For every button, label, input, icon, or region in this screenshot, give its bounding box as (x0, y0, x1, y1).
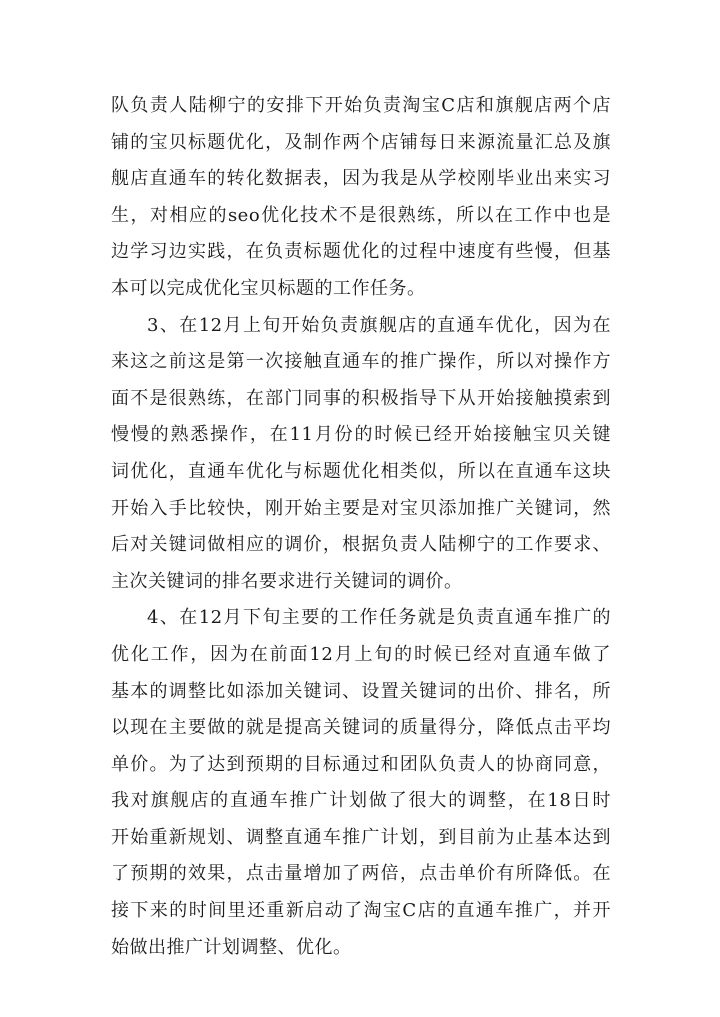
text-line: 主次关键词的排名要求进行关键词的调价。 (111, 570, 463, 592)
text-line: 生，对相应的seo优化技术不是很熟练，所以在工作中也是 (111, 204, 611, 226)
text-line: 3、在12月上旬开始负责旗舰店的直通车优化，因为在 (147, 314, 611, 336)
text-line: 边学习边实践，在负责标题优化的过程中速度有些慢，但基 (111, 241, 611, 263)
paragraph-item-3 (111, 308, 611, 601)
text-line: 始做出推广计划调整、优化。 (111, 936, 352, 958)
text-line: 基本的调整比如添加关键词、设置关键词的出价、排名，所 (111, 680, 611, 702)
paragraph-item-4 (111, 600, 611, 966)
text-line: 了预期的效果，点击量增加了两倍，点击单价有所降低。在 (111, 863, 611, 885)
text-line: 铺的宝贝标题优化，及制作两个店铺每日来源流量汇总及旗 (111, 131, 611, 153)
paragraph-continuation (111, 88, 611, 308)
text-line: 后对关键词做相应的调价，根据负责人陆柳宁的工作要求、 (111, 534, 611, 556)
text-line: 本可以完成优化宝贝标题的工作任务。 (111, 277, 426, 299)
text-line: 开始重新规划、调整直通车推广计划，到目前为止基本达到 (111, 826, 611, 848)
document-body (111, 88, 611, 966)
text-line: 来这之前这是第一次接触直通车的推广操作，所以对操作方 (111, 351, 611, 373)
text-line: 慢慢的熟悉操作，在11月份的时候已经开始接触宝贝关键 (111, 424, 611, 446)
text-line: 接下来的时间里还重新启动了淘宝C店的直通车推广，并开 (111, 900, 611, 922)
text-line: 队负责人陆柳宁的安排下开始负责淘宝C店和旗舰店两个店 (111, 95, 611, 116)
text-line: 4、在12月下旬主要的工作任务就是负责直通车推广的 (147, 607, 611, 629)
text-line: 词优化，直通车优化与标题优化相类似，所以在直通车这块 (111, 460, 611, 482)
text-line: 以现在主要做的就是提高关键词的质量得分，降低点击平均 (111, 717, 611, 739)
text-line: 单价。为了达到预期的目标通过和团队负责人的协商同意， (111, 753, 611, 775)
text-line: 面不是很熟练，在部门同事的积极指导下从开始接触摸索到 (111, 387, 611, 409)
text-line: 舰店直通车的转化数据表，因为我是从学校刚毕业出来实习 (111, 168, 611, 190)
text-line: 优化工作，因为在前面12月上旬的时候已经对直通车做了 (111, 643, 611, 665)
text-line: 开始入手比较快，刚开始主要是对宝贝添加推广关键词，然 (111, 497, 611, 519)
text-line: 我对旗舰店的直通车推广计划做了很大的调整，在18日时 (111, 790, 611, 812)
